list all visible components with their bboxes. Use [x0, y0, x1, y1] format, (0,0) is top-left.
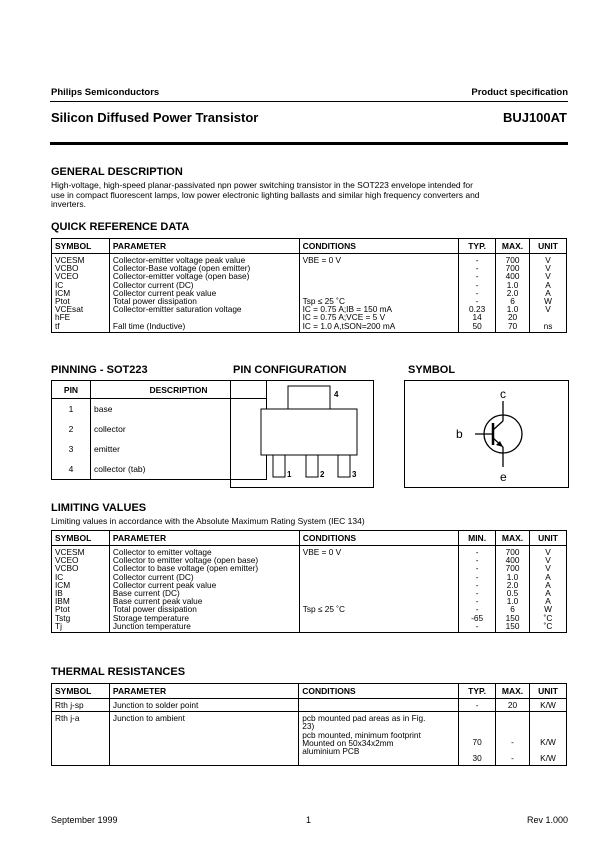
qrd-col-unit: UNIT — [530, 239, 567, 254]
cell-line: 6 — [510, 604, 515, 615]
cell-line: Junction temperature — [112, 620, 191, 631]
doc-title: Silicon Diffused Power Transistor — [51, 110, 259, 125]
pin-label-3: 3 — [352, 470, 357, 479]
cell-line: Collector-emitter voltage peak value — [112, 255, 246, 265]
part-number: BUJ100AT — [502, 110, 567, 125]
qrd-col-symbol: SYMBOL — [52, 239, 110, 254]
limiting-intro: Limiting values in accordance with the Absolute Maximum Rating System (IEC 134) — [51, 516, 365, 526]
th-col-typ: TYP. — [459, 684, 496, 699]
pin-config-heading: PIN CONFIGURATION — [233, 364, 347, 376]
cell-line: Collector-Base voltage (open emitter) — [112, 263, 251, 274]
cell-line: ICM — [55, 287, 71, 298]
qrd-col-parameter: PARAMETER — [109, 239, 299, 254]
cell-line: - — [475, 579, 479, 590]
cell-line: - — [475, 255, 479, 265]
th-unit-2: K/W K/W — [530, 712, 567, 765]
th-param-1: Junction to solder point — [109, 699, 298, 712]
cell-line — [303, 281, 456, 289]
cell-line: A — [545, 279, 551, 290]
cell-line: Tstg — [55, 612, 71, 623]
cell-line: ˚C — [543, 612, 553, 623]
cell-line: IBM — [55, 596, 70, 607]
th-param-2: Junction to ambient — [109, 712, 298, 765]
cell-line: IC — [55, 279, 64, 290]
thermal-table — [51, 683, 567, 766]
symbol-diagram — [404, 380, 569, 488]
cell-line: ˚C — [543, 620, 553, 631]
cell-line: 14 — [472, 312, 482, 323]
cell-line: - — [475, 620, 479, 631]
qrd-symbols — [52, 254, 110, 333]
body-outline — [261, 409, 357, 455]
lim-parameters — [109, 546, 299, 633]
qrd-max — [496, 254, 530, 333]
cell-line: V — [545, 304, 551, 315]
footer-date: September 1999 — [51, 815, 118, 825]
cell-line: Total power dissipation — [112, 604, 197, 615]
cell-line: Storage temperature — [112, 612, 190, 623]
th-max-1: 20 — [496, 699, 530, 712]
limiting-heading: LIMITING VALUES — [51, 502, 147, 514]
cell-line: Mounted on 50x34x2mm — [302, 737, 394, 748]
cell-line: VCESM — [55, 255, 85, 265]
table-row — [52, 699, 567, 712]
cell-line: 0.5 — [506, 588, 519, 599]
th-symbol-2: Rth j-a — [52, 712, 110, 765]
lim-col-symbol: SYMBOL — [52, 531, 110, 546]
cell-line: aluminium PCB — [302, 746, 360, 757]
qrd-col-typ: TYP. — [459, 239, 496, 254]
lim-unit — [530, 546, 567, 633]
cell-line: tf — [55, 320, 60, 331]
cell-line: 0.23 — [469, 304, 486, 315]
qrd-typ — [459, 254, 496, 333]
table-row: 2 collector — [52, 419, 267, 439]
qrd-parameters — [109, 254, 299, 333]
cell-line: - — [475, 279, 479, 290]
cell-line: VCBO — [55, 263, 79, 274]
th-cond-2 — [299, 712, 459, 765]
limiting-table — [51, 530, 567, 633]
cell-line: IC — [55, 571, 64, 582]
cell-line: Tsp ≤ 25 ˚C — [302, 296, 345, 307]
cell-line: 1.0 — [506, 571, 519, 582]
cell-line: 150 — [505, 620, 520, 631]
cell-line: 400 — [505, 555, 520, 566]
table-row: 3 emitter — [52, 439, 267, 459]
cell-line: - — [475, 271, 479, 282]
general-line: inverters. — [51, 199, 86, 209]
cell-line: 2.0 — [506, 287, 519, 298]
cell-line — [303, 564, 455, 572]
cell-line — [303, 614, 455, 622]
cell-line: 400 — [505, 271, 520, 282]
th-col-symbol: SYMBOL — [52, 684, 110, 699]
cell-line: 20 — [507, 312, 518, 323]
th-cond-1 — [299, 699, 459, 712]
cell-line: ICM — [55, 579, 71, 590]
cell-line: Collector to base voltage (open emitter) — [112, 563, 259, 574]
cell-line: 6 — [510, 296, 515, 307]
cell-line: 1.0 — [506, 279, 519, 290]
cell-line — [303, 264, 456, 272]
th-col-max: MAX. — [496, 684, 530, 699]
lead-1 — [273, 455, 285, 477]
th-col-conditions: CONDITIONS — [299, 684, 459, 699]
general-line: use in compact fluorescent lamps, low power electronic lighting ballasts and similar high frequency converters and — [51, 189, 480, 200]
cell-line: A — [545, 287, 551, 298]
cell-line: IC = 1.0 A,tSON=200 mA — [302, 320, 396, 331]
lim-conditions — [299, 546, 458, 633]
lim-col-min: MIN. — [459, 531, 496, 546]
cell-line: Collector to emitter voltage (open base) — [112, 555, 259, 566]
cell-line — [303, 622, 455, 630]
cell-line: - — [475, 604, 479, 615]
th-col-unit: UNIT — [530, 684, 567, 699]
cell-line: IC = 0.75 A;VCE = 5 V — [302, 312, 386, 323]
th-unit-1: K/W — [530, 699, 567, 712]
cell-line: VCEO — [55, 555, 79, 566]
cell-line: Collector current (DC) — [112, 279, 194, 290]
npn-transistor-icon — [405, 381, 568, 487]
cell-line: - — [475, 296, 479, 307]
cell-line: Collector current (DC) — [112, 571, 194, 582]
doc-type: Product specification — [471, 87, 568, 98]
pin-col: PIN — [52, 381, 91, 399]
qrd-col-max: MAX. — [496, 239, 530, 254]
collector-label: c — [500, 387, 506, 401]
cell-line: Tsp ≤ 25 ˚C — [302, 604, 346, 615]
cell-line: Fall time (Inductive) — [112, 320, 186, 331]
cell-line: V — [545, 563, 551, 574]
cell-line: A — [545, 571, 551, 582]
th-max-2: - - — [496, 712, 530, 765]
cell-line: - — [475, 555, 479, 566]
th-col-parameter: PARAMETER — [109, 684, 298, 699]
cell-line: hFE — [55, 312, 71, 323]
qrd-table — [51, 238, 567, 333]
title-rule — [50, 142, 568, 145]
cell-line: W — [544, 604, 552, 615]
lim-col-max: MAX. — [496, 531, 530, 546]
cell-line: Collector-emitter saturation voltage — [112, 304, 242, 315]
cell-line: Collector current peak value — [112, 287, 217, 298]
cell-line: V — [545, 263, 551, 274]
cell-line — [303, 556, 455, 564]
cell-line — [303, 272, 456, 280]
lim-symbols — [52, 546, 110, 633]
cell-line: Collector to emitter voltage — [112, 547, 212, 557]
cell-line: - — [475, 588, 479, 599]
general-heading: GENERAL DESCRIPTION — [51, 166, 183, 178]
cell-line: V — [545, 271, 551, 282]
cell-line: VCESM — [55, 547, 85, 557]
lim-min — [459, 546, 496, 633]
cell-line: - — [475, 547, 479, 557]
cell-line: Ptot — [55, 296, 70, 307]
cell-line: 700 — [505, 563, 520, 574]
cell-line: 2.0 — [506, 579, 519, 590]
cell-line: Ptot — [55, 604, 70, 615]
cell-line — [303, 573, 455, 581]
desc-col: DESCRIPTION — [91, 381, 267, 399]
cell-line: 150 — [505, 612, 520, 623]
cell-line: Collector-emitter voltage (open base) — [112, 271, 250, 282]
cell-line: -65 — [471, 612, 484, 623]
table-row: 4 collector (tab) — [52, 459, 267, 480]
sot223-package-drawing — [231, 381, 373, 487]
cell-line: ns — [543, 320, 553, 331]
cell-line: 1.0 — [506, 596, 519, 607]
cell-line: - — [475, 571, 479, 582]
symbol-heading: SYMBOL — [408, 364, 456, 376]
emitter-label: e — [500, 470, 507, 484]
pinning-heading: PINNING - SOT223 — [51, 364, 148, 376]
lead-3 — [338, 455, 350, 477]
qrd-col-conditions: CONDITIONS — [299, 239, 459, 254]
th-symbol-1: Rth j-sp — [52, 699, 110, 712]
cell-line: VBE = 0 V — [302, 255, 342, 265]
cell-line: VCEsat — [55, 304, 84, 315]
cell-line: 23) — [302, 721, 315, 732]
cell-line: W — [544, 296, 552, 307]
company-name: Philips Semiconductors — [51, 87, 160, 98]
revision: Rev 1.000 — [526, 815, 568, 825]
lim-col-conditions: CONDITIONS — [299, 531, 458, 546]
cell-line: IB — [55, 588, 63, 599]
cell-line: - — [475, 263, 479, 274]
pin-config-diagram — [230, 380, 374, 488]
table-row — [52, 712, 567, 765]
cell-line: 700 — [505, 255, 520, 265]
pin-label-1: 1 — [287, 470, 292, 479]
cell-line: Base current peak value — [112, 596, 203, 607]
cell-line: pcb mounted, minimum footprint — [302, 729, 421, 740]
cell-line: - — [475, 287, 479, 298]
cell-line: 700 — [505, 547, 520, 557]
lim-max — [496, 546, 530, 633]
header-rule — [50, 101, 568, 102]
cell-line: 70 — [507, 320, 518, 331]
qrd-heading: QUICK REFERENCE DATA — [51, 221, 190, 233]
cell-line: Base current (DC) — [112, 588, 180, 599]
cell-line: Total power dissipation — [112, 296, 197, 307]
lim-col-unit: UNIT — [530, 531, 567, 546]
cell-line: 50 — [472, 320, 482, 331]
cell-line: 1.0 — [506, 304, 519, 315]
page-number: 1 — [306, 815, 312, 825]
table-row: 1 base — [52, 399, 267, 420]
general-line: High-voltage, high-speed planar-passivated npn power switching transistor in the SOT223 envelope intended for — [51, 180, 473, 190]
cell-line: 700 — [505, 263, 520, 274]
qrd-unit — [530, 254, 567, 333]
th-typ-2: 70 30 — [459, 712, 496, 765]
cell-line: - — [475, 596, 479, 607]
cell-line: A — [545, 579, 551, 590]
cell-line: V — [545, 555, 551, 566]
tab-outline — [288, 386, 330, 409]
cell-line: - — [475, 563, 479, 574]
cell-line: Collector current peak value — [112, 579, 217, 590]
lim-col-parameter: PARAMETER — [109, 531, 299, 546]
cell-line: Tj — [55, 620, 62, 631]
pin-label-2: 2 — [320, 470, 325, 479]
cell-line: V — [545, 255, 551, 265]
cell-line — [303, 589, 455, 597]
pin-label-4: 4 — [334, 390, 339, 399]
general-description — [51, 181, 566, 210]
cell-line — [303, 581, 455, 589]
base-label: b — [456, 427, 463, 441]
lead-2 — [306, 455, 318, 477]
cell-line: A — [545, 588, 551, 599]
cell-line: VBE = 0 V — [302, 547, 342, 557]
cell-line: IC = 0.75 A;IB = 150 mA — [302, 304, 393, 315]
cell-line: VCEO — [55, 271, 79, 282]
cell-line: pcb mounted pad areas as in Fig. — [302, 713, 426, 724]
qrd-conditions — [299, 254, 459, 333]
cell-line: VCBO — [55, 563, 79, 574]
cell-line: V — [545, 547, 551, 557]
thermal-heading: THERMAL RESISTANCES — [51, 666, 186, 678]
cell-line: A — [545, 596, 551, 607]
th-typ-1: - — [459, 699, 496, 712]
